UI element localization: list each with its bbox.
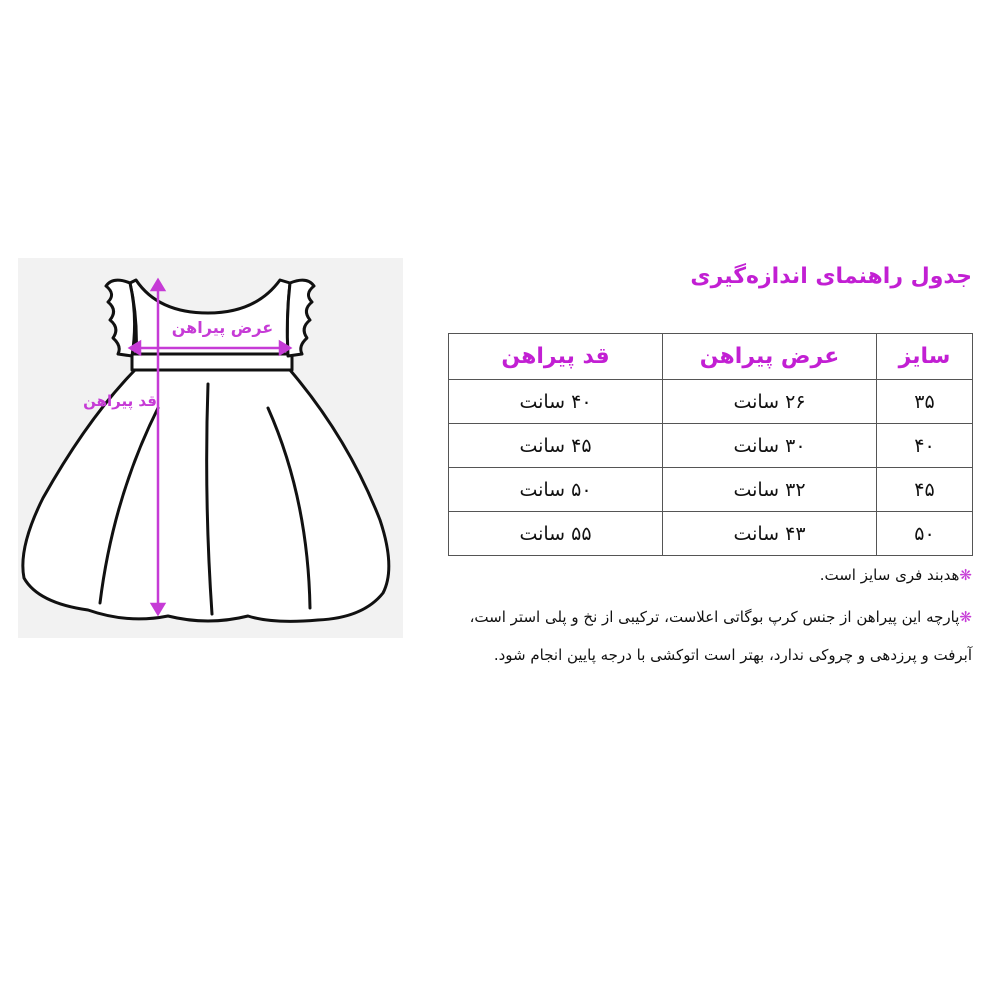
dress-waistband: [132, 354, 292, 370]
star-bullet-icon: ❋: [959, 566, 972, 584]
table-row: [449, 380, 973, 424]
page-title: جدول راهنمای اندازه‌گیری: [690, 264, 972, 289]
dress-left-sleeve: [106, 280, 135, 356]
cell-size: ۵۰: [877, 512, 973, 556]
cell-size: ۴۰: [877, 424, 973, 468]
note-text: هدبند فری سایز است.: [819, 566, 960, 584]
cell-length: ۵۰ سانت: [449, 468, 663, 512]
cell-width: ۲۶ سانت: [663, 380, 877, 424]
size-table: [448, 333, 973, 556]
cell-length: ۴۵ سانت: [449, 424, 663, 468]
cell-size: ۴۵: [877, 468, 973, 512]
dress-outline-illustration: [18, 258, 403, 638]
table-row: [449, 468, 973, 512]
cell-width: ۴۳ سانت: [663, 512, 877, 556]
table-row: [449, 512, 973, 556]
table-row: [449, 424, 973, 468]
cell-size: ۳۵: [877, 380, 973, 424]
length-measure-label: قد پیراهن: [83, 392, 157, 410]
header-length: قد پیراهن: [449, 334, 663, 380]
table-header-row: [449, 334, 973, 380]
dress-right-sleeve: [287, 280, 314, 356]
cell-width: ۳۰ سانت: [663, 424, 877, 468]
width-measure-label: عرض پیراهن: [171, 318, 274, 337]
note-fabric: [470, 608, 972, 626]
cell-length: ۴۰ سانت: [449, 380, 663, 424]
note-care: [494, 646, 972, 664]
length-arrow-head-top: [152, 280, 164, 290]
cell-length: ۵۵ سانت: [449, 512, 663, 556]
note-text: آبرفت و پرزدهی و چروکی ندارد، بهتر است اتوکشی با درجه پایین انجام شود.: [493, 646, 972, 664]
header-width: عرض پیراهن: [663, 334, 877, 380]
note-headband: [820, 566, 972, 584]
star-bullet-icon: ❋: [959, 608, 972, 626]
note-text: پارچه این پیراهن از جنس کرپ بوگاتی اعلاست، ترکیبی از نخ و پلی استر است،: [469, 608, 960, 626]
cell-width: ۳۲ سانت: [663, 468, 877, 512]
header-size: سایز: [877, 334, 973, 380]
